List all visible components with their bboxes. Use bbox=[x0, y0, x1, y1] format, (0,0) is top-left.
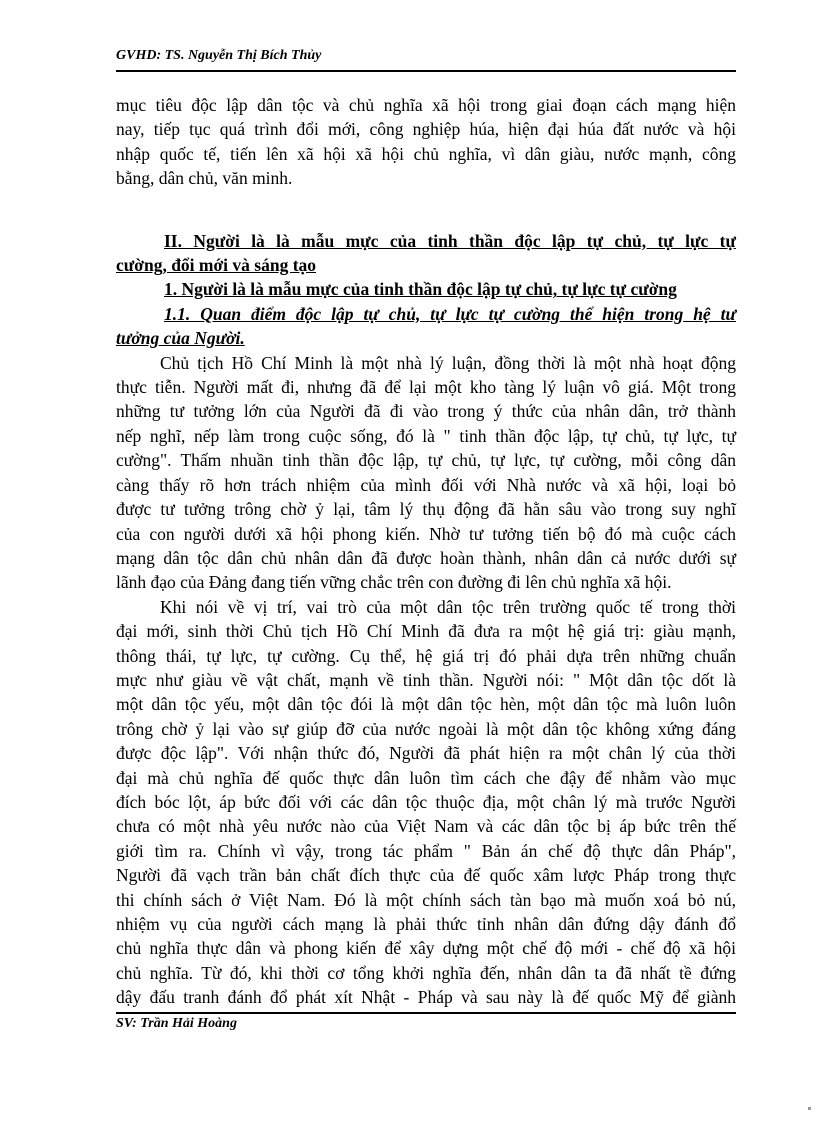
text-line: thực tiễn. Người mất đi, nhưng đã để lại một kho tàng lý luận vô giá. Một trong bbox=[116, 377, 736, 398]
text-line: bằng, dân chủ, văn minh. bbox=[116, 168, 293, 189]
section-heading bbox=[116, 229, 736, 278]
paragraph-1 bbox=[116, 351, 736, 595]
header-advisor: GVHD: TS. Nguyễn Thị Bích Thủy bbox=[116, 48, 322, 63]
text-line: Người đã vạch trần bản chất đích thực của đế quốc xâm lược Pháp trong thực bbox=[116, 865, 736, 886]
text-line: Chủ tịch Hồ Chí Minh là một nhà lý luận, đồng thời là một nhà hoạt động bbox=[160, 352, 736, 373]
text-line: Khi nói về vị trí, vai trò của một dân tộc trên trường quốc tế trong thời bbox=[160, 596, 736, 617]
text-line: lãnh đạo của Đảng đang tiến vững chắc trên con đường đi lên chủ nghĩa xã hội. bbox=[116, 572, 672, 593]
text-line: đại mà chủ nghĩa đế quốc thực dân luôn tìm cách che đậy để nhằm vào mục bbox=[116, 767, 736, 788]
subsubsection-heading bbox=[116, 302, 736, 351]
text-line: đại mới, sinh thời Chủ tịch Hồ Chí Minh đã đưa ra một hệ giá trị: giàu mạnh, bbox=[116, 621, 736, 642]
text-line: mực như giàu về vật chất, mạnh về tinh thần. Người nói: " Một dân tộc dốt là bbox=[116, 669, 736, 690]
text-line: được tư tưởng trông chờ ỷ lại, tâm lý thụ động đã hằn sâu vào trong suy nghĩ bbox=[116, 499, 736, 520]
footer-student: SV: Trần Hải Hoàng bbox=[116, 1016, 237, 1031]
heading-line: II. Người là là mẫu mực của tinh thần độc lập tự chủ, tự lực tự bbox=[164, 230, 736, 251]
text-line: những tư tưởng lớn của Người đã đi vào trong ý thức của nhân dân, trở thành bbox=[116, 401, 736, 422]
text-line: trông chờ ỷ lại vào sự giúp đỡ của nước ngoài là một dân tộc không xứng đáng bbox=[116, 718, 736, 739]
text-line: chưa có một nhà yêu nước nào của Việt Nam và các dân tộc bị áp bức trên thế bbox=[116, 816, 736, 837]
paragraph-2 bbox=[116, 595, 736, 1010]
text-line: thi chính sách ở Việt Nam. Đó là một chính sách tàn bạo mà muốn xoá bỏ nú, bbox=[116, 889, 736, 910]
text-line: chủ nghĩa. Từ đó, khi thời cơ tổng khởi nghĩa đến, nhân dân ta đã nhất tề đứng bbox=[116, 962, 736, 983]
text-line: nay, tiếp tục quá trình đổi mới, công nghiệp húa, hiện đại húa đất nước và hội bbox=[116, 119, 736, 140]
text-line: nếp nghĩ, nếp làm trong cuộc sống, đó là " tinh thần độc lập, tự chủ, tự lực, tự bbox=[116, 425, 736, 446]
intro-paragraph bbox=[116, 93, 736, 191]
text-line: nhập quốc tế, tiến lên xã hội xã hội chủ nghĩa, vì dân giàu, nước mạnh, công bbox=[116, 143, 736, 164]
text-line: được độc lập". Với nhận thức đó, Người đã phát hiện ra một chân lý của thời bbox=[116, 743, 736, 764]
scan-mark bbox=[808, 1107, 811, 1110]
heading-line: tưởng của Người. bbox=[116, 328, 245, 349]
document-body bbox=[116, 93, 736, 1010]
heading-line: 1.1. Quan điểm độc lập tự chủ, tự lực tự cường thể hiện trong hệ tư bbox=[164, 303, 736, 324]
text-line: một dân tộc yếu, một dân tộc đói là một dân tộc hèn, một dân tộc mà luôn luôn bbox=[116, 694, 736, 715]
text-line: của con người dưới xã hội phong kiến. Nhờ tư tưởng tiến bộ đó mà cuộc cách bbox=[116, 523, 736, 544]
header-rule bbox=[116, 70, 736, 72]
footer-rule bbox=[116, 1012, 736, 1014]
text-line: mạng dân tộc dân chủ nhân dân đã được hoàn thành, nhân dân cả nước dưới sự bbox=[116, 547, 736, 568]
text-line: đích bóc lột, áp bức đối với các dân tộc thuộc địa, một chân lý mà trước Người bbox=[116, 791, 736, 812]
text-line: chủ nghĩa thực dân và phong kiến để xây dựng một chế độ mới - chế độ xã hội bbox=[116, 938, 736, 959]
text-line: thông thái, tự lực, tự cường. Cụ thể, hệ giá trị đó phải dựa trên những chuẩn bbox=[116, 645, 736, 666]
subsection-heading: 1. Người là là mẫu mực của tinh thần độc lập tự chủ, tự lực tự cường bbox=[164, 279, 677, 300]
heading-line: cường, đổi mới và sáng tạo bbox=[116, 255, 317, 276]
text-line: dậy đấu tranh đánh đổ phát xít Nhật - Pháp và sau này là đế quốc Mỹ để giành bbox=[116, 987, 736, 1008]
text-line: cường". Thấm nhuần tinh thần độc lập, tự chủ, tự lực, tự cường, mỗi công dân bbox=[116, 450, 736, 471]
text-line: mục tiêu độc lập dân tộc và chủ nghĩa xã hội trong giai đoạn cách mạng hiện bbox=[116, 95, 736, 115]
text-line: nhiệm vụ của người cách mạng là phải thức tỉnh nhân dân đứng dậy đánh đổ bbox=[116, 914, 736, 934]
text-line: càng thấy rõ hơn trách nhiệm của mình đối với Nhà nước và xã hội, loại bỏ bbox=[116, 474, 736, 495]
text-line: giới tìm ra. Chính vì vậy, trong tác phẩm " Bản án chế độ thực dân Pháp", bbox=[116, 840, 736, 861]
